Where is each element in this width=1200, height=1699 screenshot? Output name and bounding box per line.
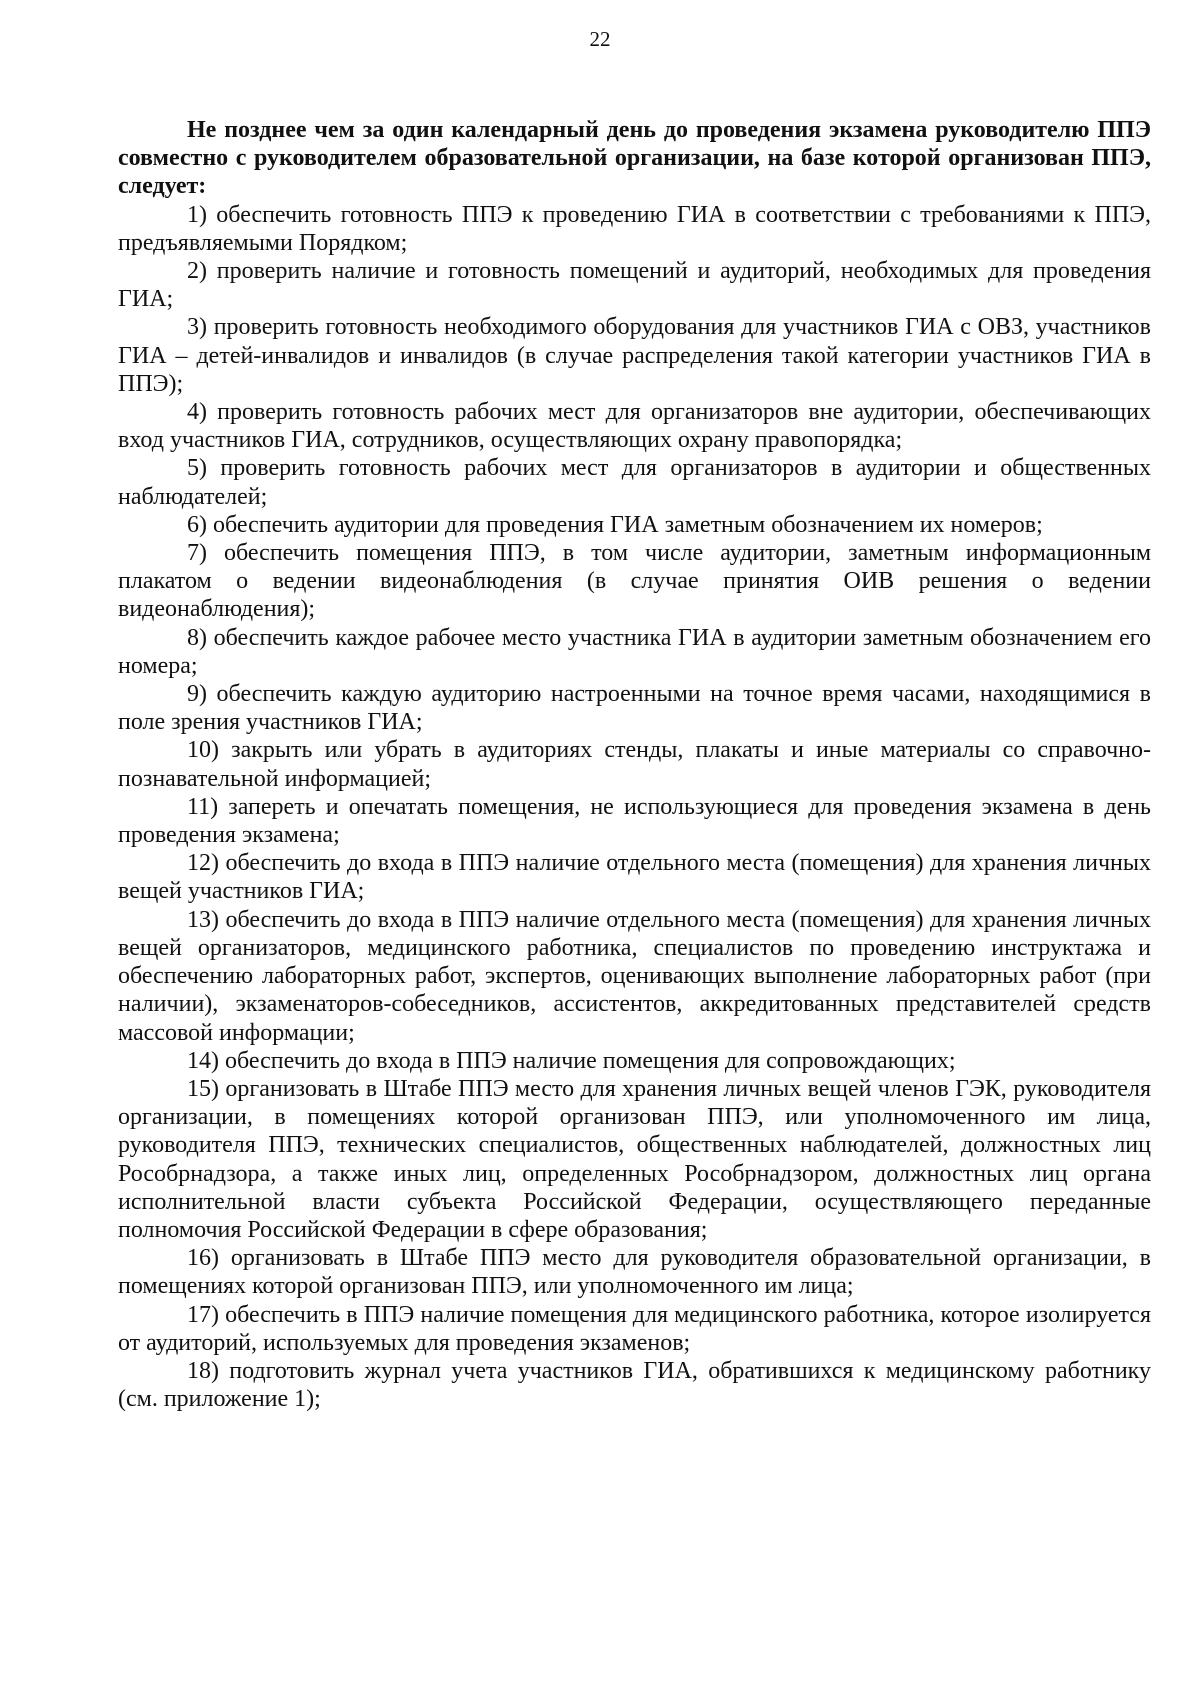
list-item-8: 8) обеспечить каждое рабочее место участника ГИА в аудитории заметным обозначением его номера;: [118, 624, 1151, 679]
list-item-5: 5) проверить готовность рабочих мест для организаторов в аудитории и общественных наблюдателей;: [118, 455, 1151, 510]
list-item-13: 13) обеспечить до входа в ППЭ наличие отдельного места (помещения) для хранения личных вещей организаторов, медицинского работника, специалистов по проведению инструктажа и обеспечению лабораторных работ, экспертов, оценивающих выполнение лабораторных работ (при наличии), экзаменаторов-собеседников, ассистентов, аккредитованных представителей средств массовой информации;: [118, 906, 1151, 1046]
list-item-15: 15) организовать в Штабе ППЭ место для хранения личных вещей членов ГЭК, руководителя организации, в помещениях которой организован ППЭ, или уполномоченного им лица, руководителя ППЭ, технических специалистов, общественных наблюдателей, должностных лиц Рособрнадзора, а также иных лиц, определенных Рособрнадзором, должностных лиц органа исполнительной власти субъекта Российской Федерации, осуществляющего переданные полномочия Российской Федерации в сфере образования;: [118, 1075, 1151, 1243]
list-item-14: 14) обеспечить до входа в ППЭ наличие помещения для сопровождающих;: [187, 1047, 956, 1074]
list-item-16: 16) организовать в Штабе ППЭ место для руководителя образовательной организации, в помещениях которой организован ППЭ, или уполномоченного им лица;: [118, 1245, 1151, 1300]
list-item-6: 6) обеспечить аудитории для проведения ГИА заметным обозначением их номеров;: [187, 511, 1043, 538]
document-body: [118, 116, 1151, 1413]
list-item-1: 1) обеспечить готовность ППЭ к проведению ГИА в соответствии с требованиями к ППЭ, предъявляемыми Порядком;: [118, 201, 1151, 256]
page-number: 22: [589, 27, 611, 51]
list-item-10: 10) закрыть или убрать в аудиториях стенды, плакаты и иные материалы со справочно-познавательной информацией;: [118, 737, 1151, 792]
list-item-17: 17) обеспечить в ППЭ наличие помещения для медицинского работника, которое изолируется от аудиторий, используемых для проведения экзаменов;: [118, 1301, 1151, 1356]
list-item-12: 12) обеспечить до входа в ППЭ наличие отдельного места (помещения) для хранения личных вещей участников ГИА;: [118, 850, 1151, 905]
list-item-18: 18) подготовить журнал учета участников ГИА, обратившихся к медицинскому работнику (см. приложение 1);: [118, 1357, 1151, 1413]
list-item-4: 4) проверить готовность рабочих мест для организаторов вне аудитории, обеспечивающих вход участников ГИА, сотрудников, осуществляющих охрану правопорядка;: [118, 399, 1151, 454]
list-item-9: 9) обеспечить каждую аудиторию настроенными на точное время часами, находящимися в поле зрения участников ГИА;: [118, 681, 1151, 736]
intro-paragraph: Не позднее чем за один календарный день до проведения экзамена руководителю ППЭ совместно с руководителем образовательной организации, на базе которой организован ППЭ, следует:: [118, 117, 1151, 200]
list-item-7: 7) обеспечить помещения ППЭ, в том числе аудитории, заметным информационным плакатом о ведении видеонаблюдения (в случае принятия ОИВ решения о ведении видеонаблюдения);: [118, 540, 1151, 623]
list-item-2: 2) проверить наличие и готовность помещений и аудиторий, необходимых для проведения ГИА;: [118, 258, 1151, 313]
list-item-11: 11) запереть и опечатать помещения, не использующиеся для проведения экзамена в день проведения экзамена;: [118, 793, 1151, 849]
list-item-3: 3) проверить готовность необходимого оборудования для участников ГИА с ОВЗ, участников ГИА – детей-инвалидов и инвалидов (в случае распределения такой категории участников ГИА в ППЭ);: [118, 314, 1151, 397]
